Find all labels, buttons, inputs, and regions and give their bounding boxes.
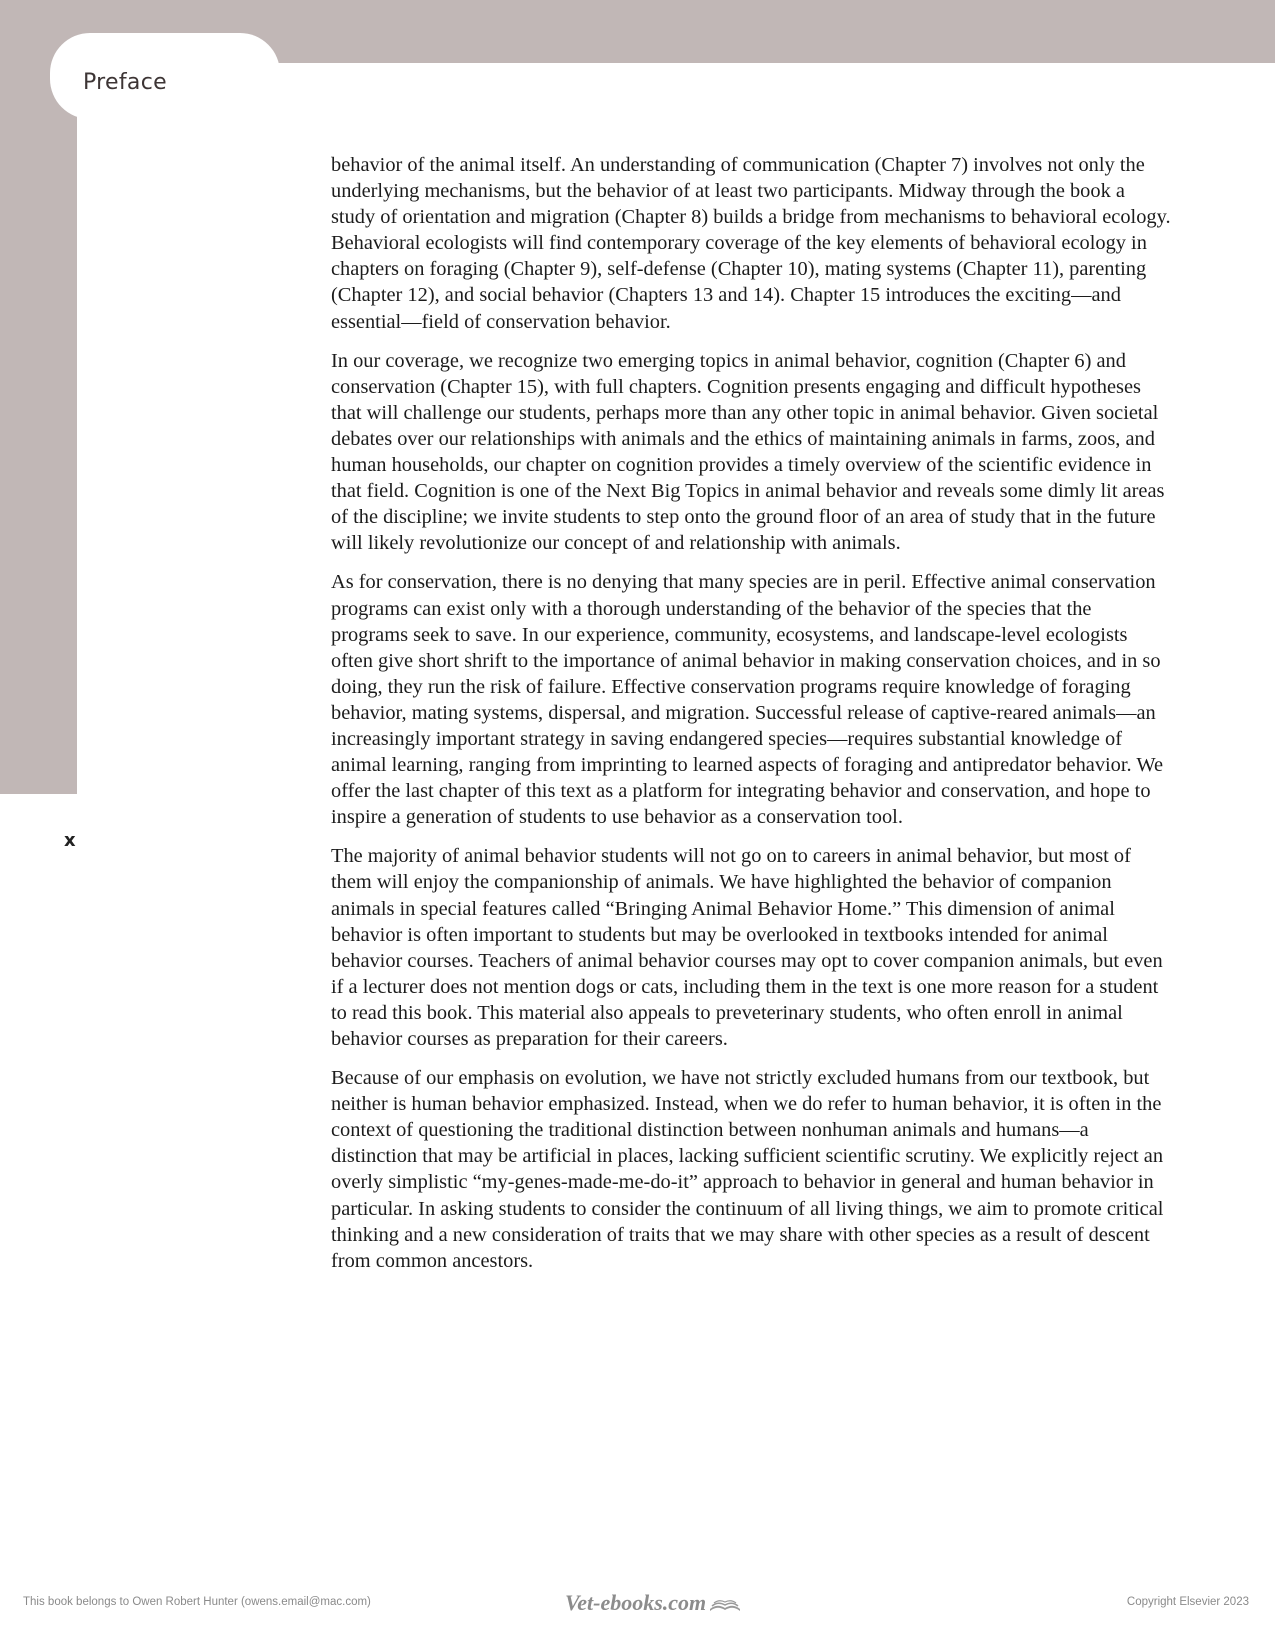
footer-copyright: Copyright Elsevier 2023	[1126, 1596, 1249, 1608]
footer-ownership: This book belongs to Owen Robert Hunter (owens.email@mac.com)	[23, 1596, 371, 1608]
side-band	[0, 0, 77, 794]
page-number: x	[64, 830, 76, 851]
paragraph-2: In our coverage, we recognize two emerging topics in animal behavior, cognition (Chapter 6) and conservation (Chapter 15), with full chapters. Cognition presents engaging and difficult hypotheses that will challenge our students, perhaps more than any other topic in animal behavior. Given societal debates over our relationships with animals and the ethics of maintaining animals in farms, zoos, and human households, our chapter on cognition provides a timely overview of the scientific evidence in that field. Cognition is one of the Next Big Topics in animal behavior and reveals some dimly lit areas of the discipline; we invite students to step onto the ground floor of an area of study that in the future will likely revolutionize our concept of and relationship with animals.	[331, 349, 1165, 555]
paragraph-1: behavior of the animal itself. An understanding of communication (Chapter 7) involves not only the underlying mechanisms, but the behavior of at least two participants. Midway through the book a study of orientation and migration (Chapter 8) builds a bridge from mechanisms to behavioral ecology. Behavioral ecologists will find contemporary coverage of the key elements of behavioral ecology in chapters on foraging (Chapter 9), self-defense (Chapter 10), mating systems (Chapter 11), parenting (Chapter 12), and social behavior (Chapters 13 and 14). Chapter 15 introduces the exciting—and essential—field of conservation behavior.	[331, 154, 1171, 333]
paragraph-4: The majority of animal behavior students will not go on to careers in animal behavior, but most of them will enjoy the companionship of animals. We have highlighted the behavior of companion animals in special features called “Bringing Animal Behavior Home.” This dimension of animal behavior is often important to students but may be overlooked in textbooks intended for animal behavior courses. Teachers of animal behavior courses may opt to cover companion animals, but even if a lecturer does not mention dogs or cats, including them in the text is one more reason for a student to read this book. This material also appeals to preveterinary students, who often enroll in animal behavior courses as preparation for their careers.	[331, 845, 1163, 1050]
paragraph-3: As for conservation, there is no denying that many species are in peril. Effective animal conservation programs can exist only with a thorough understanding of the behavior of the species that the programs seek to save. In our experience, community, ecosystems, and landscape-level ecologists often give short shrift to the importance of animal behavior in making conservation choices, and in so doing, they run the risk of failure. Effective conservation programs require knowledge of foraging behavior, mating systems, dispersal, and migration. Successful release of captive-reared animals—an increasingly important strategy in saving endangered species—requires substantial knowledge of animal learning, ranging from imprinting to learned aspects of foraging and antipredator behavior. We offer the last chapter of this text as a platform for integrating behavior and conservation, and hope to inspire a generation of students to use behavior as a conservation tool.	[331, 571, 1164, 829]
section-title: Preface	[83, 70, 167, 95]
logo-text: Vet-ebooks.com	[565, 1590, 707, 1615]
body-text	[331, 152, 1172, 1287]
footer-logo	[565, 1588, 742, 1618]
paragraph-5: Because of our emphasis on evolution, we have not strictly excluded humans from our textbook, but neither is human behavior emphasized. Instead, when we do refer to human behavior, it is often in the context of questioning the traditional distinction between nonhuman animals and humans—a distinction that may be artificial in places, lacking sufficient scientific scrutiny. We explicitly reject an overly simplistic “my-genes-made-me-do-it” approach to behavior in general and human behavior in particular. In asking students to consider the continuum of all living things, we aim to promote critical thinking and a new consideration of traits that we may share with other species as a result of descent from common ancestors.	[331, 1067, 1164, 1272]
open-book-icon	[708, 1593, 742, 1613]
